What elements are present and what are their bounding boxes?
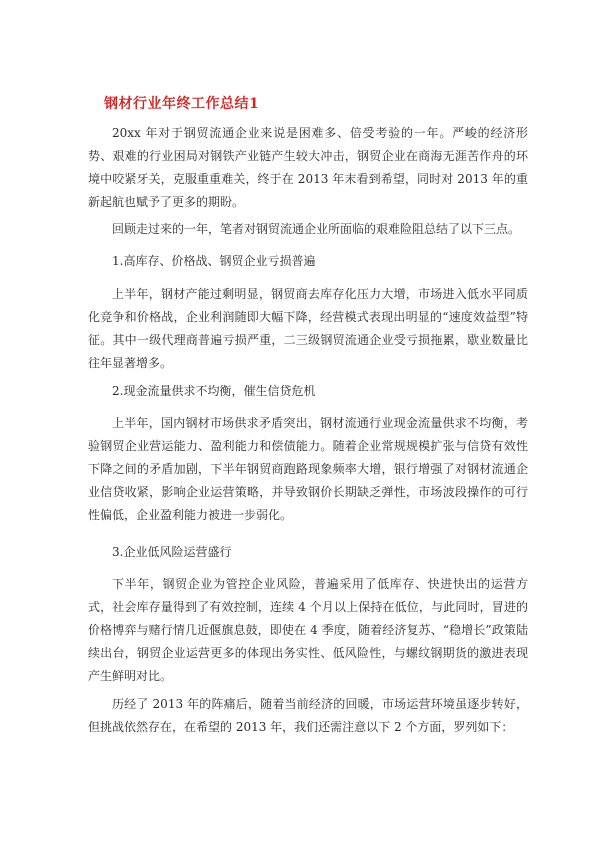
- section-heading-2: 2.现金流量供求不均衡，催生信贷危机: [112, 384, 316, 398]
- paragraph-section-3: 下半年，钢贸企业为管控企业风险，普遍采用了低库存、快进快出的运营方式，社会库存量得到了有效控制，连续 4 个月以上保持在低位，与此同时，冒进的价格博弈与赌行情几近偃旗息鼓，即使在 4 季度，随着经济复苏、“稳增长”政策陆续出台，钢贸企业运营更多的体现出务实性、低风险性，与螺纹钢期货的激进表现产生鲜明对比。: [88, 577, 528, 683]
- paragraph-section-1: 上半年，钢材产能过剩明显，钢贸商去库存化压力大增，市场进入低水平同质化竞争和价格战，企业利润随即大幅下降，经营模式表现出明显的“速度效益型”特征。其中一级代理商普遍亏损严重，二三级钢贸流通企业受亏损拖累，歇业数量比往年显著增多。: [88, 287, 528, 370]
- section-heading-1: 1.高库存、价格战、钢贸企业亏损普遍: [112, 254, 316, 268]
- paragraph-conclusion: 历经了 2013 年的阵痛后，随着当前经济的回暖，市场运营环境虽逐步转好，但挑战依然存在，在希望的 2013 年，我们还需注意以下 2 个方面，罗列如下：: [88, 697, 528, 734]
- section-heading-3: 3.企业低风险运营盛行: [112, 545, 232, 559]
- paragraph-overview: 回顾走过来的一年，笔者对钢贸流通企业所面临的艰难险阻总结了以下三点。: [112, 222, 521, 236]
- paragraph-section-2: 上半年，国内钢材市场供求矛盾突出，钢材流通行业现金流量供求不均衡，考验钢贸企业营运能力、盈利能力和偿债能力。随着企业常规规模扩张与信贷有效性下降之间的矛盾加剧，下半年钢贸商跑路现象频率大增，银行增强了对钢材流通企业信贷收紧，影响企业运营策略，并导致钢价长期缺乏弹性，市场波段操作的可行性偏低，企业盈利能力被进一步弱化。: [88, 416, 528, 522]
- paragraph-intro: 20xx 年对于钢贸流通企业来说是困难多、倍受考验的一年。严峻的经济形势、艰难的行业困局对钢铁产业链产生较大冲击，钢贸企业在商海无涯苦作舟的环境中咬紧牙关，克服重重难关，终于在 2013 年末看到希望，同时对 2013 年的重新起航也赋予了更多的期盼。: [88, 126, 528, 209]
- document-title: 钢材行业年终工作总结1: [104, 96, 260, 112]
